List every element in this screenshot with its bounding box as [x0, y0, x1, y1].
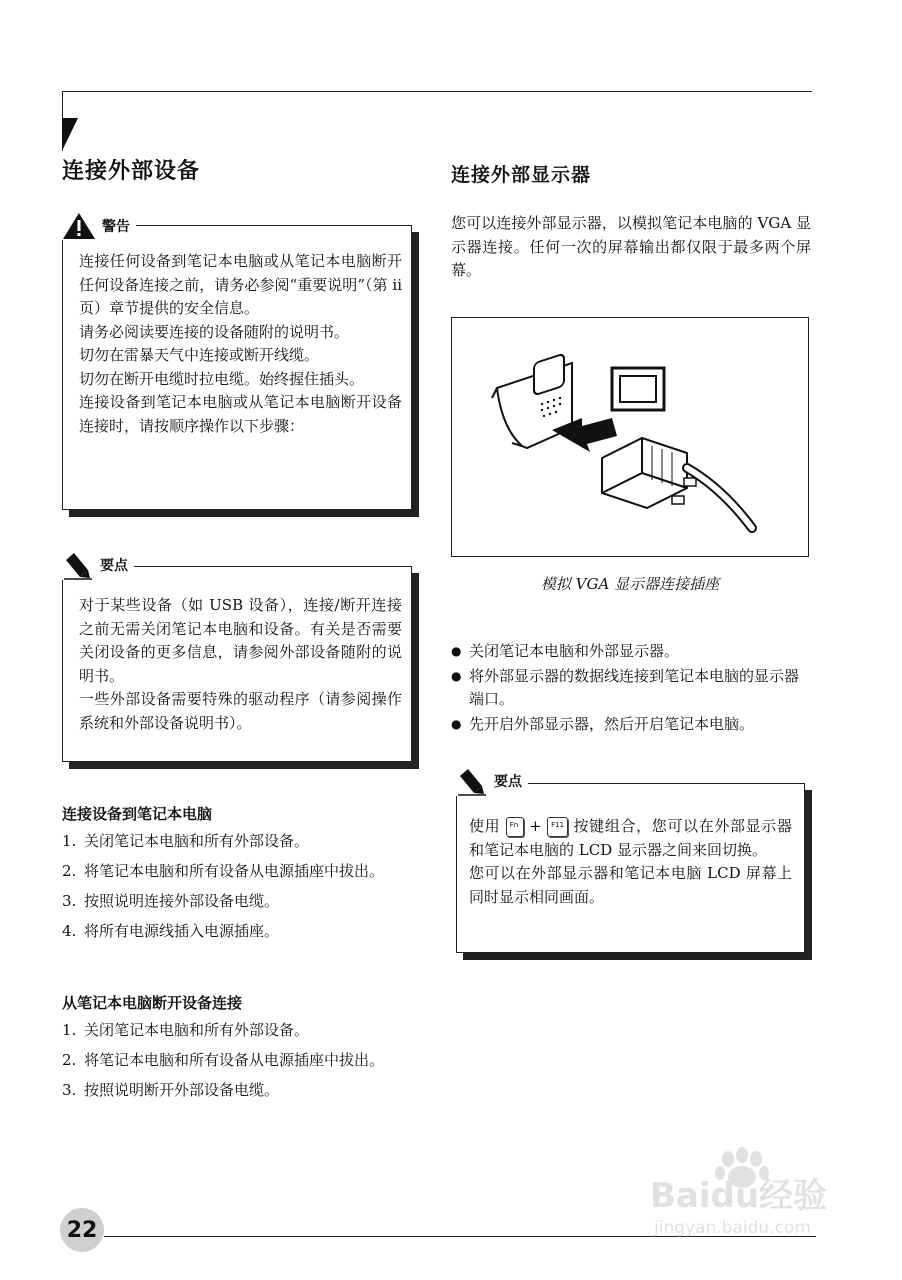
warning-paragraph: 请务必阅读要连接的设备随附的说明书。: [79, 322, 350, 341]
corner-tab-icon: [62, 118, 78, 151]
warning-paragraph: 切勿在断开电缆时拉电缆。始终握住插头。: [79, 369, 365, 388]
list-item: ● 将外部显示器的数据线连接到笔记本电脑的显示器端口。: [451, 665, 811, 711]
connect-heading: 连接设备到笔记本电脑: [62, 805, 213, 823]
note-label: 要点: [100, 558, 128, 574]
warning-paragraph: 连接任何设备到笔记本电脑或从笔记本电脑断开任何设备连接之前，请务必参阅“重要说明”（第 ii 页）章节提供的安全信息。: [79, 252, 402, 317]
f11-key-icon: F11: [547, 817, 568, 837]
pencil-note-icon: [456, 766, 488, 796]
warning-paragraph: 连接设备到笔记本电脑或从笔记本电脑断开设备连接时，请按顺序操作以下步骤：: [79, 393, 402, 435]
header-rule: [62, 91, 812, 92]
warning-triangle-icon: [62, 212, 96, 240]
list-item: ● 先开启外部显示器，然后开启笔记本电脑。: [451, 713, 811, 736]
baidu-watermark: [640, 1145, 870, 1245]
figure-caption: 模拟 VGA 显示器连接插座: [540, 575, 720, 593]
list-item: 3. 按照说明连接外部设备电缆。: [62, 892, 280, 910]
note-label: 要点: [494, 774, 522, 790]
right-section-title: 连接外部显示器: [451, 164, 592, 186]
note-paragraph: 对于某些设备（如 USB 设备），连接/断开连接之前无需关闭笔记本电脑和设备。有关是否需要关闭设备的更多信息，请参阅外部设备随附的说明书。: [79, 596, 402, 685]
fn-key-icon: Fn: [506, 817, 524, 837]
warning-box-title: [58, 212, 136, 240]
pencil-note-icon: [62, 550, 94, 580]
warning-label: 警告: [102, 219, 130, 235]
list-item: 1. 关闭笔记本电脑和所有外部设备。: [62, 1021, 310, 1039]
watermark-brand: Baidu经验: [650, 1176, 828, 1216]
note-paragraph: 您可以在外部显示器和笔记本电脑 LCD 屏幕上同时显示相同画面。: [469, 864, 792, 906]
list-item: 3. 按照说明断开外部设备电缆。: [62, 1081, 280, 1099]
plus-sign: +: [529, 817, 542, 835]
right-bullet-list: [451, 640, 811, 738]
watermark-url: jingyan.baidu.com: [654, 1218, 811, 1238]
note-box-left-title: [58, 550, 134, 580]
connect-steps: [62, 830, 420, 950]
warning-paragraph: 切勿在雷暴天气中连接或断开线缆。: [79, 346, 320, 364]
figure-frame: [451, 317, 809, 557]
list-item: 4. 将所有电源线插入电源插座。: [62, 922, 280, 940]
note-text-left: [79, 594, 402, 735]
left-page-title: 连接外部设备: [62, 159, 201, 184]
note-paragraph: 一些外部设备需要特殊的驱动程序（请参阅操作系统和外部设备说明书）。: [79, 690, 402, 732]
note-text-after-keys: 按键组合，您可以在外部显示器和笔记本电脑的 LCD 显示器之间来回切换。: [469, 817, 792, 859]
note-text-right: [469, 815, 792, 909]
warning-text: [79, 250, 402, 438]
disconnect-heading: 从笔记本电脑断开设备连接: [62, 994, 243, 1012]
vga-connector-illustration: [452, 318, 807, 555]
right-intro: 您可以连接外部显示器，以模拟笔记本电脑的 VGA 显示器连接。任何一次的屏幕输出都仅限于最多两个屏幕。: [451, 214, 811, 279]
list-item: 2. 将笔记本电脑和所有设备从电源插座中拔出。: [62, 1051, 385, 1069]
page-number: 22: [60, 1208, 104, 1252]
list-item: 1. 关闭笔记本电脑和所有外部设备。: [62, 832, 310, 850]
note-text-use: 使用: [469, 817, 501, 835]
note-box-right-title: [452, 766, 528, 796]
list-item: 2. 将笔记本电脑和所有设备从电源插座中拔出。: [62, 862, 385, 880]
list-item: ● 关闭笔记本电脑和外部显示器。: [451, 640, 811, 663]
disconnect-steps: [62, 1019, 420, 1109]
